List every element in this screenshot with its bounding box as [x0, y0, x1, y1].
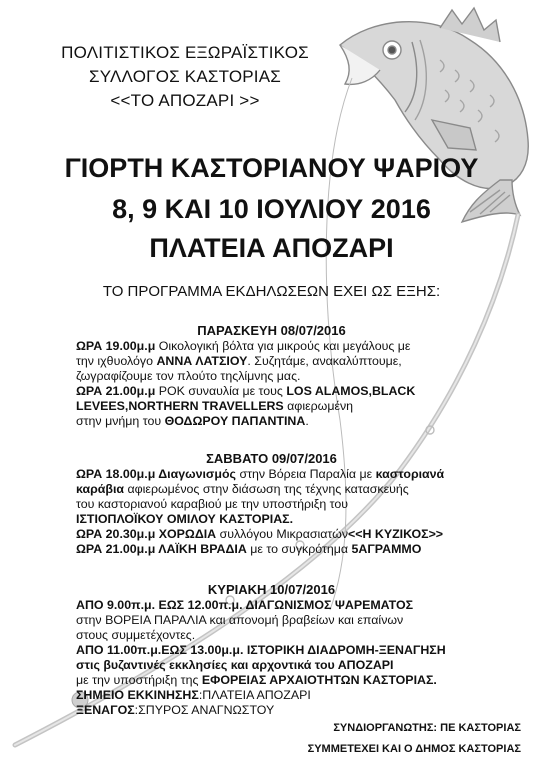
org-line-2: ΣΥΛΛΟΓΟΣ ΚΑΣΤΟΡΙΑΣ — [89, 67, 281, 86]
saturday-heading: ΣΑΒΒΑΤΟ 09/07/2016 — [206, 451, 337, 466]
sunday-program — [76, 598, 516, 718]
saturday-event-1-line-1: ΩΡΑ 18.00μ.μ Διαγωνισμός στην Βόρεια Παραλία με καστοριανά — [76, 467, 445, 481]
saturday-program — [76, 467, 516, 557]
saturday-event-1-line-3: του καστοριανού καραβιού με την υποστήριξη του — [76, 497, 349, 511]
friday-event-2-line-2: LEVEES,NORTHERN TRAVELLERS αφιερωμένη — [76, 399, 354, 413]
sunday-event-2-line-2: στις βυζαντινές εκκλησίες και αρχοντικά του ΑΠΟΖΑΡΙ — [76, 658, 394, 672]
org-line-1: ΠΟΛΙΤΙΣΤΙΚΟΣ ΕΞΩΡΑΪΣΤΙΚΟΣ — [61, 43, 309, 62]
sunday-event-1-line-3: στους συμμετέχοντες. — [76, 628, 196, 642]
program-intro: ΤΟ ΠΡΟΓΡΑΜΜΑ ΕΚΔΗΛΩΣΕΩΝ ΕΧΕΙ ΩΣ ΕΞΗΣ: — [102, 283, 441, 300]
sunday-guide: ΞΕΝΑΓΟΣ:ΣΠΥΡΟΣ ΑΝΑΓΝΩΣΤΟΥ — [76, 703, 275, 717]
event-venue: ΠΛΑΤΕΙΑ ΑΠΟΖΑΡΙ — [149, 233, 394, 263]
organization-name — [20, 41, 350, 113]
saturday-event-3: ΩΡΑ 21.00μ.μ ΛΑΪΚΗ ΒΡΑΔΙΑ με το συγκρότημα 5ΑΓΡΑΜΜΟ — [76, 542, 422, 556]
friday-event-1-line-2: την ιχθυολόγο ΑΝΝΑ ΛΑΤΣΙΟΥ. Συζητάμε, ανακαλύπτουμε, — [76, 354, 402, 368]
footer-participant: ΣΥΜΜΕΤΕΧΕΙ ΚΑΙ Ο ΔΗΜΟΣ ΚΑΣΤΟΡΙΑΣ — [307, 743, 521, 755]
friday-event-2-line-3: στην μνήμη του ΘΟΔΩΡΟΥ ΠΑΠΑΝΤΙΝΑ. — [76, 414, 309, 428]
sunday-event-2-line-3: με την υποστήριξη της ΕΦΟΡΕΙΑΣ ΑΡΧΑΙΟΤΗΤΩΝ ΚΑΣΤΟΡΙΑΣ. — [76, 673, 437, 687]
fish-illustration — [340, 8, 528, 222]
friday-event-1-line-3: ζωγραφίζουμε τον πλούτο τηςλίμνης μας. — [76, 369, 301, 383]
sunday-heading: ΚΥΡΙΑΚΗ 10/07/2016 — [207, 582, 336, 597]
sunday-event-1-line-2: στην ΒΟΡΕΙΑ ΠΑΡΑΛΙΑ και απονομή βραβείων και επαίνων — [76, 613, 404, 627]
sunday-event-2-line-1: ΑΠΟ 11.00π.μ.ΕΩΣ 13.00μ.μ. ΙΣΤΟΡΙΚΗ ΔΙΑΔΡΟΜΗ-ΞΕΝΑΓΗΣΗ — [76, 643, 446, 657]
friday-event-2-line-1: ΩΡΑ 21.00μ.μ ΡΟΚ συναυλία με τους LOS ALAMOS,BLACK — [76, 384, 416, 398]
event-dates: 8, 9 ΚΑΙ 10 ΙΟΥΛΙΟΥ 2016 — [112, 194, 431, 224]
org-line-3: <<ΤΟ ΑΠΟΖΑΡΙ >> — [110, 91, 260, 110]
sunday-event-1-line-1: ΑΠΟ 9.00π.μ. ΕΩΣ 12.00π.μ. ΔΙΑΓΩΝΙΣΜΟΣ ΨΑΡΕΜΑΤΟΣ — [76, 598, 414, 612]
friday-heading: ΠΑΡΑΣΚΕΥΗ 08/07/2016 — [197, 323, 346, 338]
saturday-event-1-line-4: ΙΣΤΙΟΠΛΟΪΚΟΥ ΟΜΙΛΟΥ ΚΑΣΤΟΡΙΑΣ. — [76, 512, 294, 526]
saturday-event-2: ΩΡΑ 20.30μ.μ ΧΟΡΩΔΙΑ συλλόγου Μικρασιατών<<Η ΚΥΖΙΚΟΣ>> — [76, 527, 444, 541]
sunday-start-point: ΣΗΜΕΙΟ ΕΚΚΙΝΗΣΗΣ:ΠΛΑΤΕΙΑ ΑΠΟΖΑΡΙ — [76, 688, 311, 702]
footer-coorganizer: ΣΥΝΔΙΟΡΓΑΝΩΤΗΣ: ΠΕ ΚΑΣΤΟΡΙΑΣ — [333, 722, 521, 734]
friday-event-1-line-1: ΩΡΑ 19.00μ.μ Οικολογική βόλτα για μικρούς και μεγάλους με — [76, 339, 411, 353]
friday-program — [76, 339, 516, 429]
saturday-event-1-line-2: καράβια αφιερωμένος στην διάσωση της τέχνης κατασκευής — [76, 482, 409, 496]
event-title: ΓΙΟΡΤΗ ΚΑΣΤΟΡΙΑΝΟΥ ΨΑΡΙΟΥ — [64, 153, 479, 183]
